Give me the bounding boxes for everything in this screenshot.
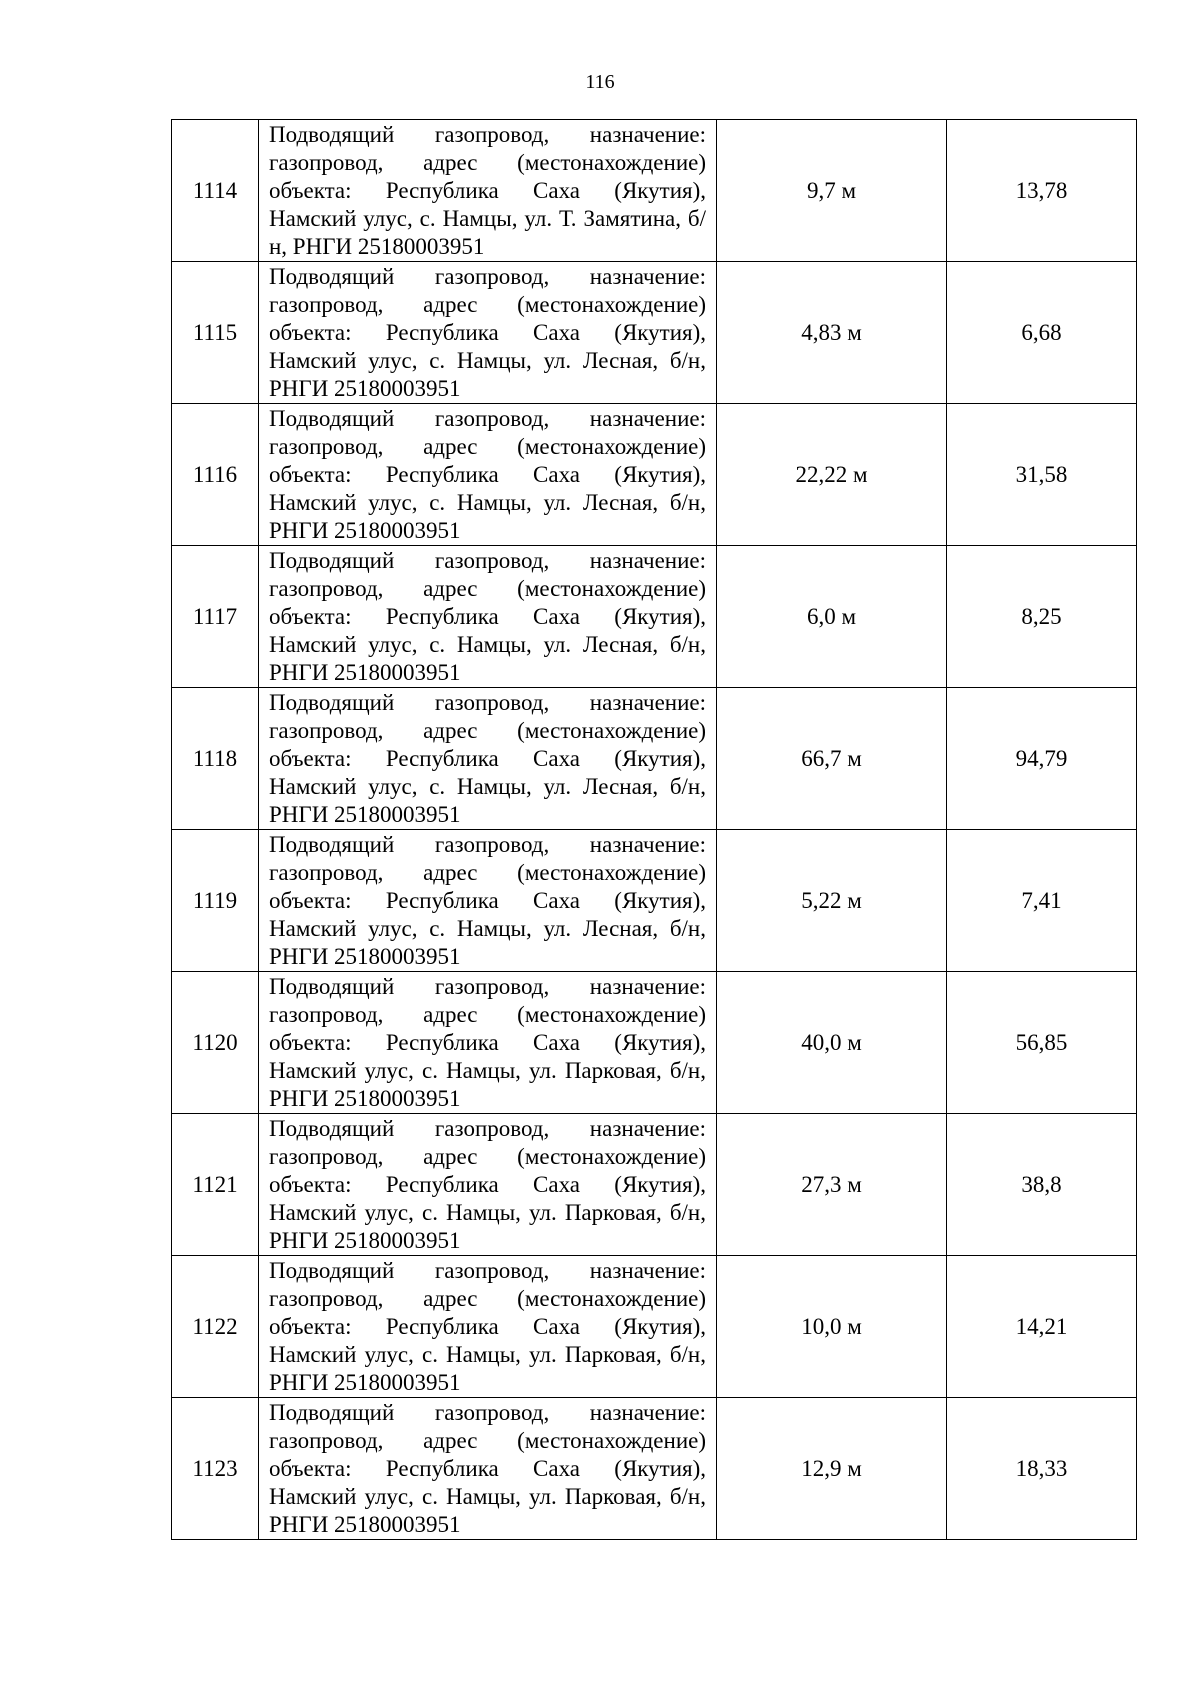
row-number: 1119	[172, 830, 259, 972]
property-registry-table	[171, 119, 1137, 1540]
object-description-text: Подводящий газопровод, назначение: газопровод, адрес (местонахождение) объекта: Республика Саха (Якутия), Намский улус, с. Намцы, ул. Лесная, б/н, РНГИ 25180003951	[269, 690, 706, 827]
object-description	[259, 688, 717, 830]
object-description-text: Подводящий газопровод, назначение: газопровод, адрес (местонахождение) объекта: Республика Саха (Якутия), Намский улус, с. Намцы, ул. Парковая, б/н, РНГИ 25180003951	[269, 974, 706, 1111]
object-value: 13,78	[947, 120, 1137, 262]
object-description	[259, 1256, 717, 1398]
object-length: 5,22 м	[717, 830, 947, 972]
object-description	[259, 830, 717, 972]
object-length: 10,0 м	[717, 1256, 947, 1398]
object-value: 6,68	[947, 262, 1137, 404]
object-length: 27,3 м	[717, 1114, 947, 1256]
object-value: 94,79	[947, 688, 1137, 830]
object-description-text: Подводящий газопровод, назначение: газопровод, адрес (местонахождение) объекта: Республика Саха (Якутия), Намский улус, с. Намцы, ул. Лесная, б/н, РНГИ 25180003951	[269, 406, 706, 543]
object-description-text: Подводящий газопровод, назначение: газопровод, адрес (местонахождение) объекта: Республика Саха (Якутия), Намский улус, с. Намцы, ул. Парковая, б/н, РНГИ 25180003951	[269, 1258, 706, 1395]
row-number: 1115	[172, 262, 259, 404]
table-row	[172, 1114, 1137, 1256]
object-description	[259, 120, 717, 262]
table-row	[172, 830, 1137, 972]
page-number: 116	[585, 71, 615, 93]
object-description	[259, 1114, 717, 1256]
object-value: 38,8	[947, 1114, 1137, 1256]
row-number: 1118	[172, 688, 259, 830]
object-length: 12,9 м	[717, 1398, 947, 1540]
table-row	[172, 262, 1137, 404]
object-description	[259, 972, 717, 1114]
object-length: 6,0 м	[717, 546, 947, 688]
row-number: 1117	[172, 546, 259, 688]
table-row	[172, 120, 1137, 262]
object-value: 56,85	[947, 972, 1137, 1114]
object-value: 31,58	[947, 404, 1137, 546]
object-description-text: Подводящий газопровод, назначение: газопровод, адрес (местонахождение) объекта: Республика Саха (Якутия), Намский улус, с. Намцы, ул. Парковая, б/н, РНГИ 25180003951	[269, 1116, 706, 1253]
object-length: 66,7 м	[717, 688, 947, 830]
table-row	[172, 1256, 1137, 1398]
object-description	[259, 262, 717, 404]
object-description-text: Подводящий газопровод, назначение: газопровод, адрес (местонахождение) объекта: Республика Саха (Якутия), Намский улус, с. Намцы, ул. Лесная, б/н, РНГИ 25180003951	[269, 832, 706, 969]
object-value: 18,33	[947, 1398, 1137, 1540]
row-number: 1114	[172, 120, 259, 262]
object-length: 40,0 м	[717, 972, 947, 1114]
object-length: 22,22 м	[717, 404, 947, 546]
row-number: 1116	[172, 404, 259, 546]
object-description	[259, 404, 717, 546]
object-description-text: Подводящий газопровод, назначение: газопровод, адрес (местонахождение) объекта: Республика Саха (Якутия), Намский улус, с. Намцы, ул. Парковая, б/н, РНГИ 25180003951	[269, 1400, 706, 1537]
table-row	[172, 688, 1137, 830]
table-row	[172, 404, 1137, 546]
object-description-text: Подводящий газопровод, назначение: газопровод, адрес (местонахождение) объекта: Республика Саха (Якутия), Намский улус, с. Намцы, ул. Т. Замятина, б/н, РНГИ 25180003951	[269, 122, 706, 259]
object-value: 7,41	[947, 830, 1137, 972]
object-description	[259, 1398, 717, 1540]
object-description-text: Подводящий газопровод, назначение: газопровод, адрес (местонахождение) объекта: Республика Саха (Якутия), Намский улус, с. Намцы, ул. Лесная, б/н, РНГИ 25180003951	[269, 548, 706, 685]
object-description	[259, 546, 717, 688]
object-value: 14,21	[947, 1256, 1137, 1398]
table-row	[172, 1398, 1137, 1540]
row-number: 1122	[172, 1256, 259, 1398]
object-value: 8,25	[947, 546, 1137, 688]
row-number: 1123	[172, 1398, 259, 1540]
row-number: 1120	[172, 972, 259, 1114]
table-row	[172, 546, 1137, 688]
object-length: 9,7 м	[717, 120, 947, 262]
table-row	[172, 972, 1137, 1114]
object-description-text: Подводящий газопровод, назначение: газопровод, адрес (местонахождение) объекта: Республика Саха (Якутия), Намский улус, с. Намцы, ул. Лесная, б/н, РНГИ 25180003951	[269, 264, 706, 401]
object-length: 4,83 м	[717, 262, 947, 404]
row-number: 1121	[172, 1114, 259, 1256]
